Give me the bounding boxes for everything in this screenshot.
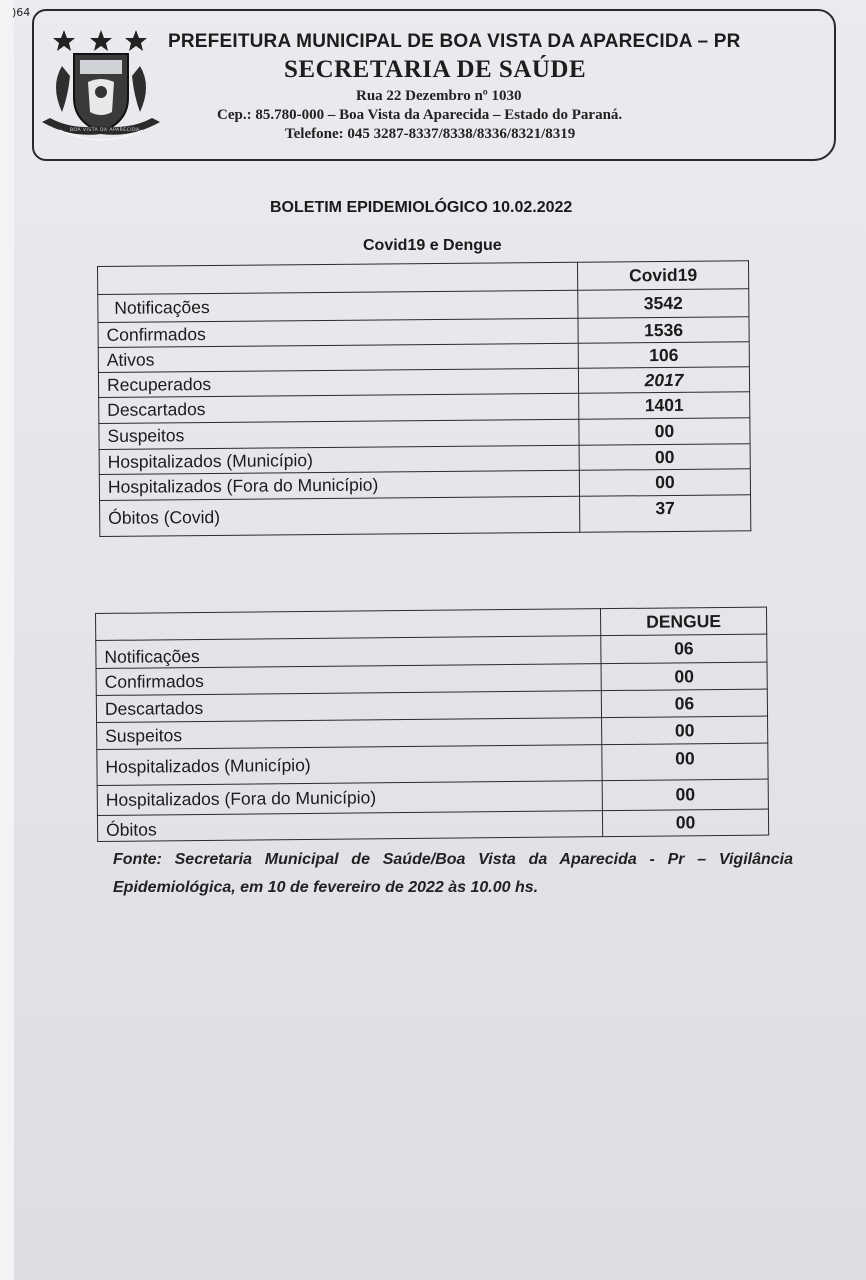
row-label: Confirmados xyxy=(98,318,578,347)
row-value: 00 xyxy=(602,743,768,781)
row-label: Ativos xyxy=(98,343,578,372)
source-note: Fonte: Secretaria Municipal de Saúde/Boa Vista da Aparecida - Pr – Vigilância Epidemiológica, em 10 de fevereiro de 2022 às 10.00 hs. xyxy=(113,851,793,896)
page-left-edge xyxy=(0,0,14,1280)
department-name: SECRETARIA DE SAÚDE xyxy=(284,56,587,83)
bulletin-title: BOLETIM EPIDEMIOLÓGICO 10.02.2022 xyxy=(270,199,573,216)
row-value: 37 xyxy=(580,495,751,532)
row-value: 00 xyxy=(579,444,750,470)
covid-column-header: Covid19 xyxy=(577,261,748,290)
corner-page-mark: )64 xyxy=(12,6,31,19)
row-label: Óbitos xyxy=(97,811,602,842)
row-value: 106 xyxy=(578,342,749,368)
table-row xyxy=(100,495,751,537)
row-label: Hospitalizados (Fora do Município) xyxy=(99,470,579,500)
row-label: Recuperados xyxy=(98,368,578,397)
table-row xyxy=(97,809,768,841)
row-label: Hospitalizados (Fora do Município) xyxy=(97,781,602,816)
row-label: Descartados xyxy=(99,393,579,423)
row-label: Hospitalizados (Município) xyxy=(99,445,579,474)
header-empty-cell xyxy=(98,262,578,294)
row-value: 1536 xyxy=(578,317,749,343)
row-label: Suspeitos xyxy=(99,419,579,449)
row-value: 00 xyxy=(579,418,750,445)
organization-name: PREFEITURA MUNICIPAL DE BOA VISTA DA APARECIDA – PR xyxy=(168,31,741,52)
row-value: 06 xyxy=(601,634,767,664)
row-value: 00 xyxy=(602,779,768,811)
row-value: 00 xyxy=(579,469,750,496)
row-value: 3542 xyxy=(578,289,749,318)
crest-ribbon-text: BOA VISTA DA APARECIDA xyxy=(70,128,140,133)
row-label: Suspeitos xyxy=(97,718,602,750)
row-label: Notificações xyxy=(98,290,578,322)
row-value: 00 xyxy=(601,662,767,691)
row-label: Notificações xyxy=(96,636,601,669)
row-value: 06 xyxy=(601,689,767,718)
covid-stats-table xyxy=(97,260,751,537)
row-label: Hospitalizados (Município) xyxy=(97,745,602,786)
phone-line: Telefone: 045 3287-8337/8338/8336/8321/8319 xyxy=(285,126,576,142)
address-line: Rua 22 Dezembro nº 1030 xyxy=(356,88,522,104)
row-value: 00 xyxy=(602,716,768,745)
row-label: Descartados xyxy=(96,691,601,723)
row-label: Confirmados xyxy=(96,664,601,696)
row-value: 2017 xyxy=(578,367,749,393)
dengue-column-header: DENGUE xyxy=(600,607,766,636)
bulletin-subtitle: Covid19 e Dengue xyxy=(363,237,502,254)
row-value: 1401 xyxy=(579,392,750,419)
row-label: Óbitos (Covid) xyxy=(100,496,580,536)
cep-line: Cep.: 85.780-000 – Boa Vista da Aparecida – Estado do Paraná. xyxy=(217,107,623,123)
dengue-stats-table xyxy=(95,607,769,842)
row-value: 00 xyxy=(602,809,768,837)
